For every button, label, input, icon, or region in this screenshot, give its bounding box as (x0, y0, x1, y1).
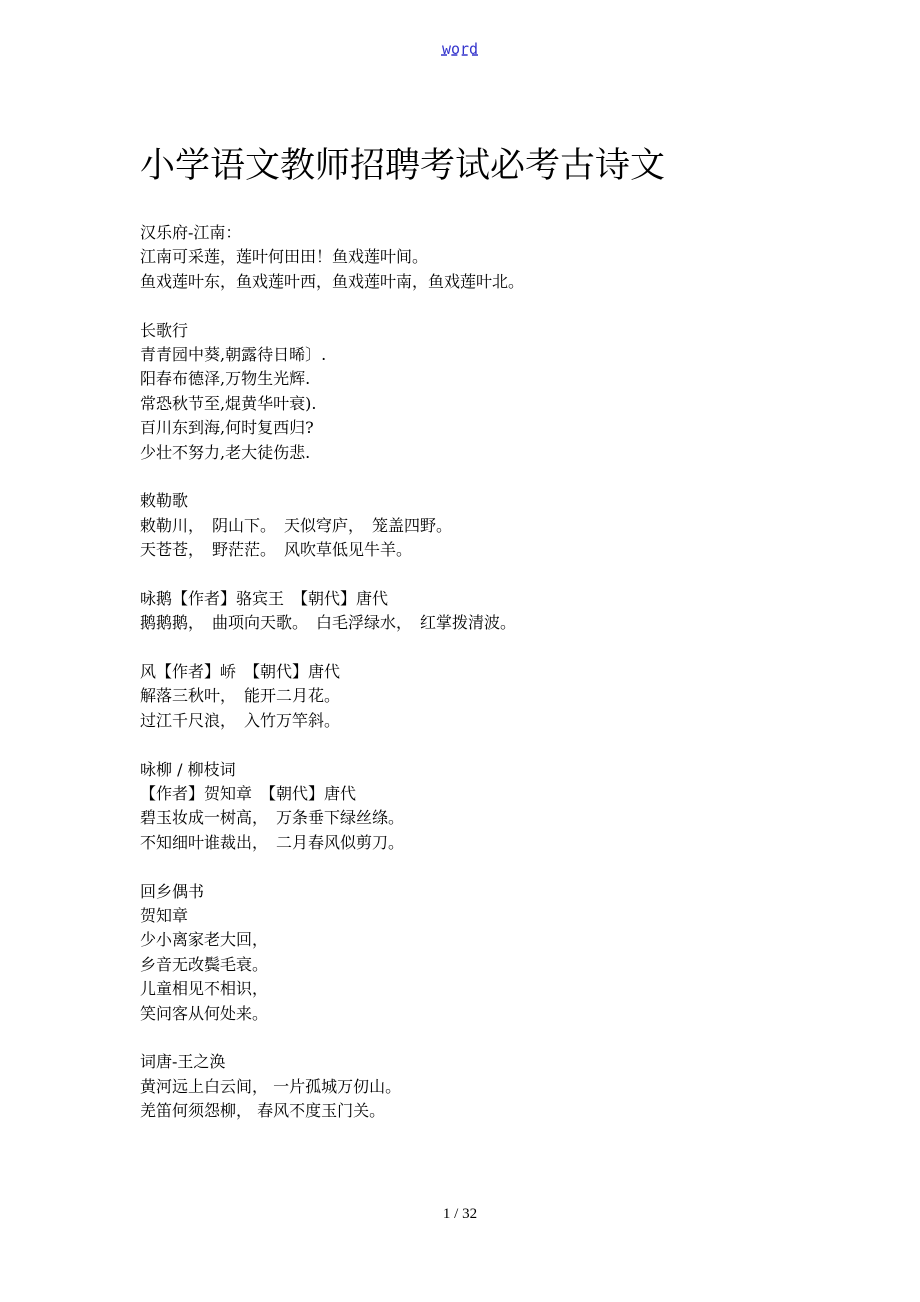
poem-section (140, 880, 820, 1026)
poem-line: 儿童相见不相识， (140, 979, 269, 999)
section-gap (140, 1026, 820, 1050)
poem-line: 黄河远上白云间， 一片孤城万仞山。 (140, 1076, 402, 1096)
poem-section (140, 1050, 820, 1123)
poem-line: 江南可采莲，莲叶何田田！鱼戏莲叶间。 (140, 247, 429, 267)
poem-line: 敕勒川， 阴山下。 天似穹庐， 笼盖四野。 (140, 515, 453, 535)
poem-line: 少壮不努力,老大徒伤悲. (140, 442, 311, 462)
poem-line: 解落三秋叶， 能开二月花。 (140, 686, 341, 706)
poem-line: 阳春布德泽,万物生光辉. (140, 369, 311, 389)
poem-line: 咏鹅【作者】骆宾王 【朝代】唐代 (140, 588, 389, 608)
poem-line: 词唐-王之涣 (140, 1052, 226, 1072)
header-word-link[interactable] (0, 40, 920, 58)
section-gap (140, 855, 820, 879)
poem-section (140, 221, 820, 294)
document-body (140, 221, 820, 1123)
poem-section (140, 489, 820, 562)
poem-line: 少小离家老大回， (140, 930, 269, 950)
poem-line: 鱼戏莲叶东，鱼戏莲叶西，鱼戏莲叶南，鱼戏莲叶北。 (140, 271, 525, 291)
poem-line: 常恐秋节至,焜黄华叶衰). (140, 393, 317, 413)
poem-line: 过江千尺浪， 入竹万竿斜。 (140, 710, 341, 730)
poem-line: 敕勒歌 (140, 491, 189, 511)
poem-section (140, 587, 820, 636)
poem-section (140, 758, 820, 856)
poem-line: 青青园中葵,朝露待日晞〕. (140, 344, 327, 364)
page-number: 1 / 32 (442, 1206, 478, 1222)
document-title: 小学语文教师招聘考试必考古诗文 (140, 146, 666, 186)
poem-line: 汉乐府-江南： (140, 223, 242, 242)
section-gap (140, 636, 820, 660)
section-gap (140, 294, 820, 318)
header-word-label[interactable]: word (441, 40, 479, 58)
poem-line: 风【作者】峤 【朝代】唐代 (140, 662, 341, 682)
poem-line: 【作者】贺知章 【朝代】唐代 (140, 783, 357, 803)
poem-line: 咏柳 / 柳枝词 (140, 759, 236, 779)
poem-line: 贺知章 (140, 905, 189, 925)
section-gap (140, 733, 820, 757)
poem-line: 不知细叶谁裁出， 二月春风似剪刀。 (140, 832, 405, 852)
section-gap (140, 465, 820, 489)
poem-line: 笑问客从何处来。 (140, 1003, 269, 1023)
poem-line: 乡音无改鬓毛衰。 (140, 954, 269, 974)
poem-line: 天苍苍， 野茫茫。 风吹草低见牛羊。 (140, 540, 413, 560)
poem-line: 鹅鹅鹅， 曲项向天歌。 白毛浮绿水， 红掌拨清波。 (140, 613, 517, 633)
poem-line: 百川东到海,何时复西归? (140, 418, 314, 438)
poem-section (140, 660, 820, 733)
poem-section (140, 319, 820, 465)
poem-line: 长歌行 (140, 320, 189, 340)
poem-line: 回乡偶书 (140, 881, 205, 901)
poem-line: 羌笛何须怨柳， 春风不度玉门关。 (140, 1101, 386, 1121)
section-gap (140, 562, 820, 586)
poem-line: 碧玉妆成一树高， 万条垂下绿丝绦。 (140, 808, 405, 828)
